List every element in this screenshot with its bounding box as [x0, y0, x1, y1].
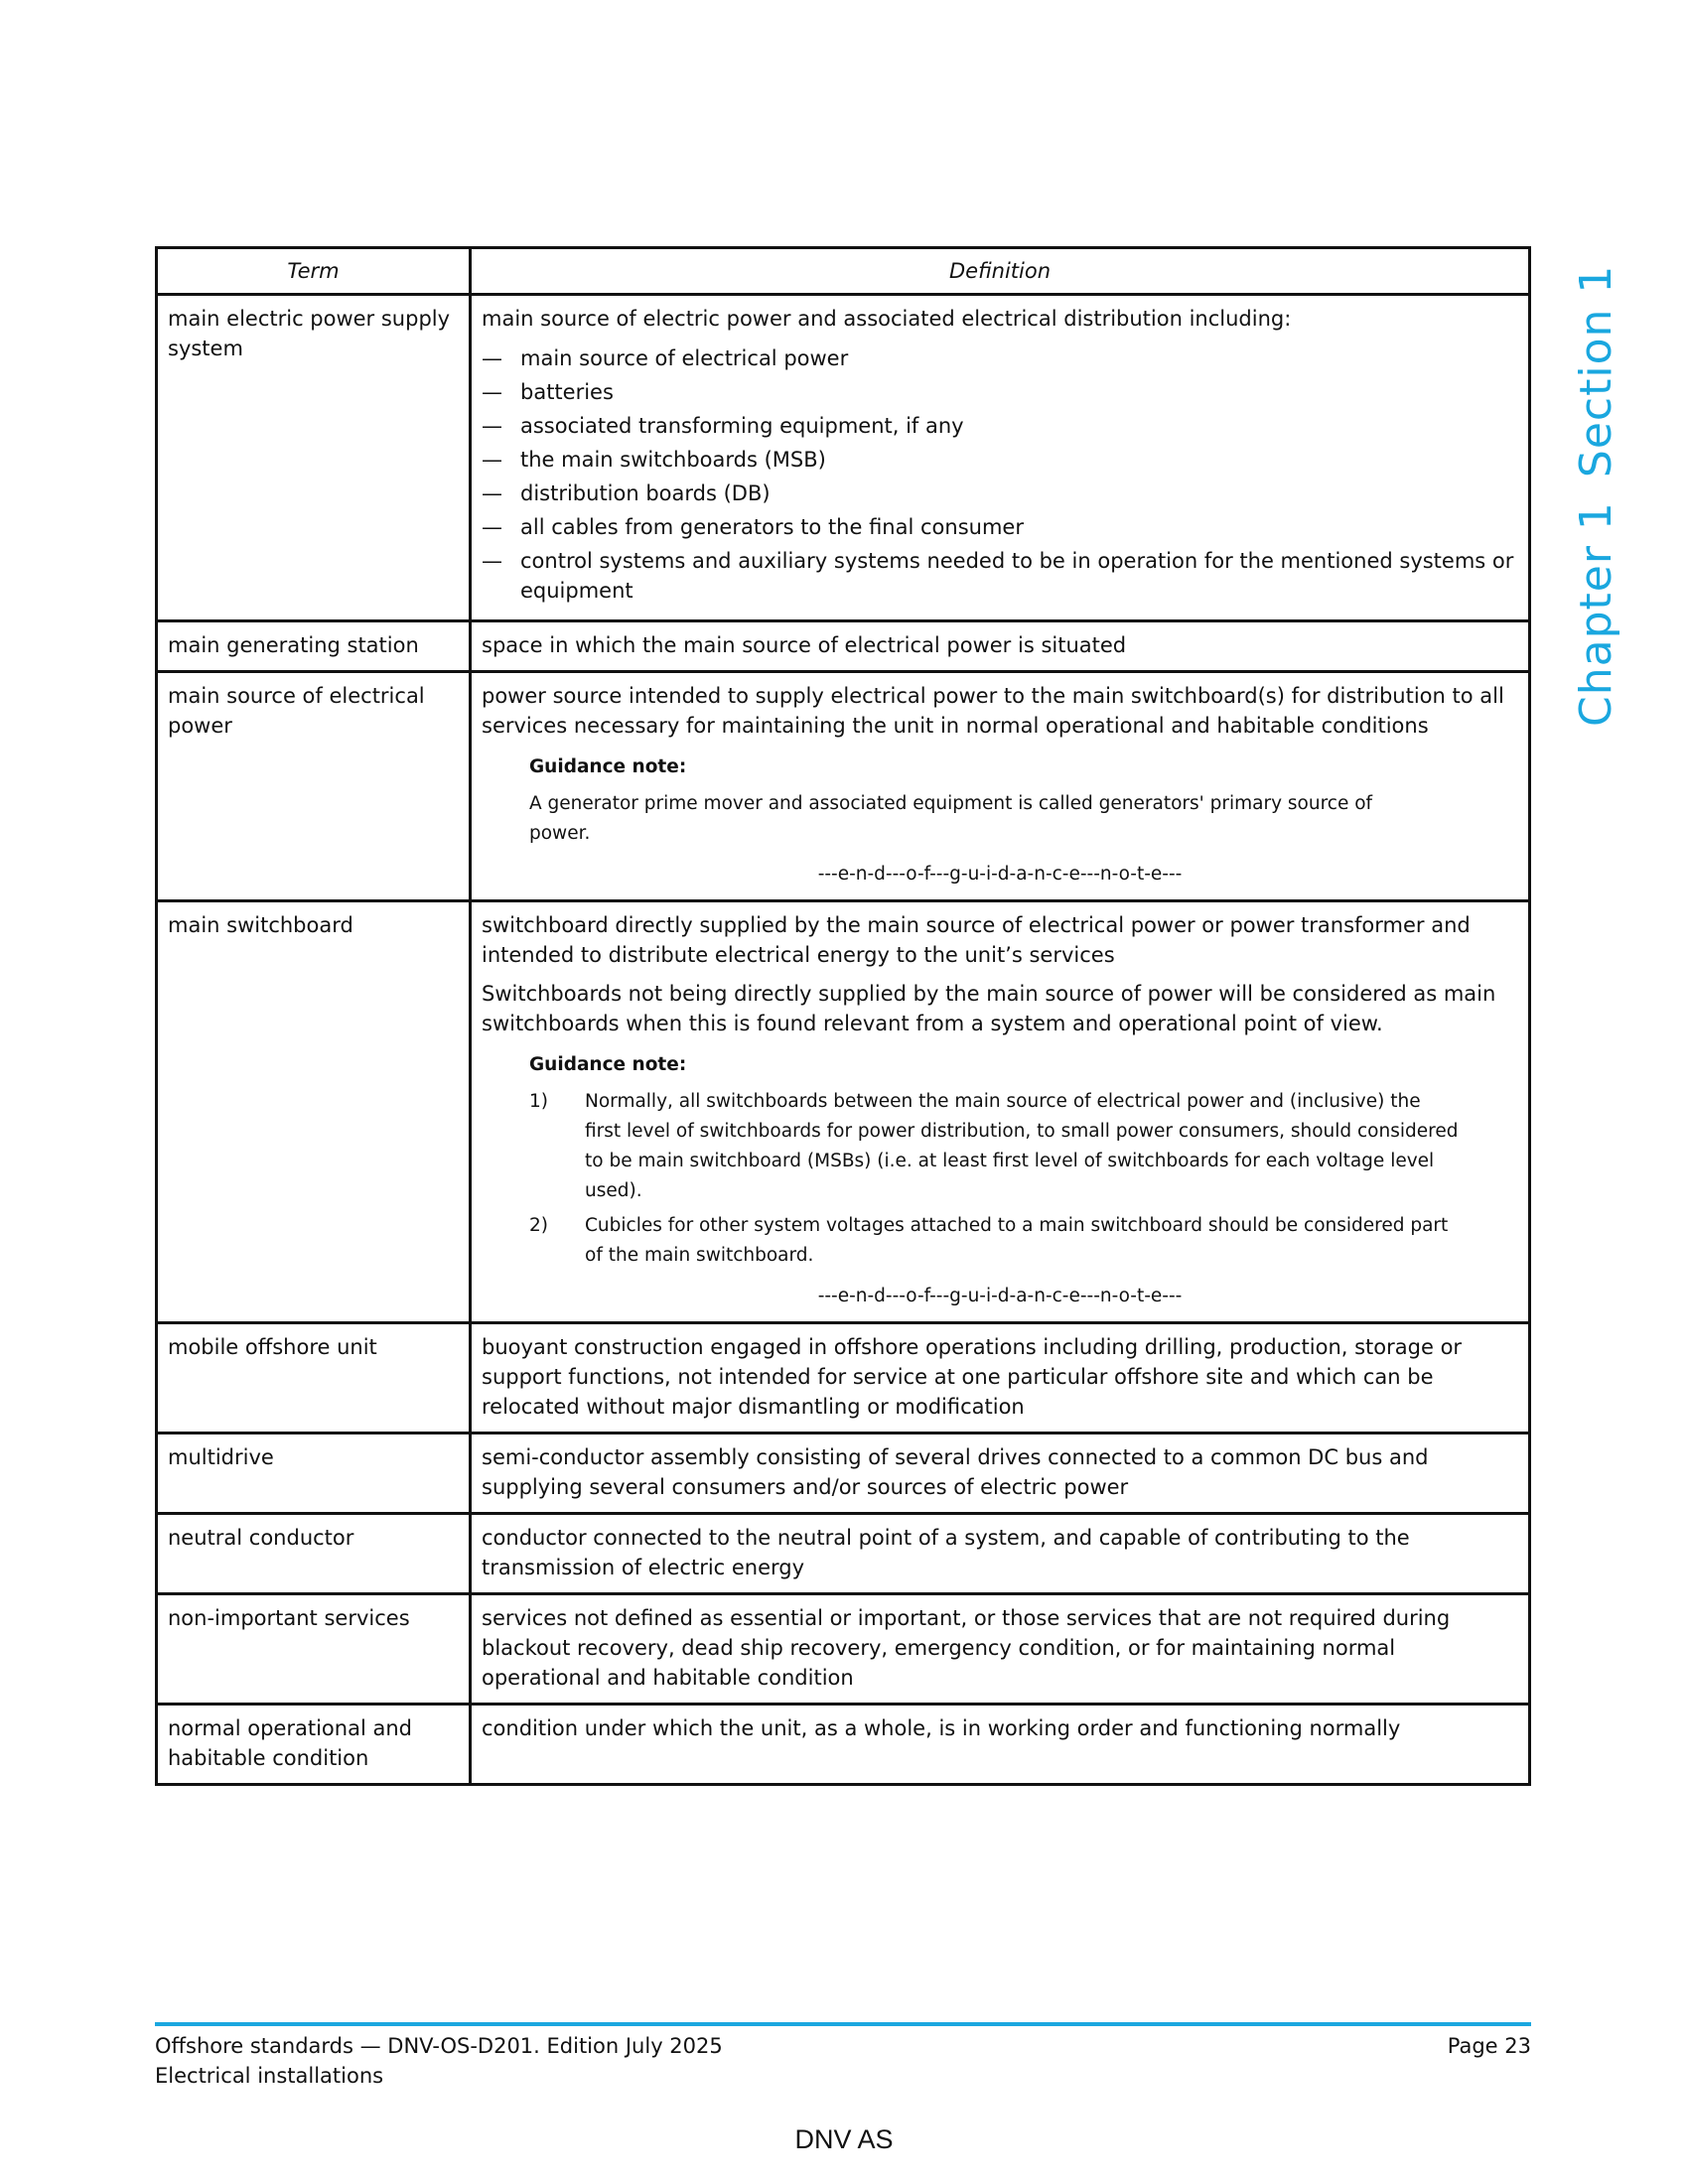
header-term: Term [157, 248, 471, 295]
definition-text: main source of electric power and associated electrical distribution including: [482, 307, 1292, 331]
table-row [157, 621, 1530, 672]
list-item: — all cables from generators to the final consumer [482, 512, 1518, 542]
chapter-label: Chapter 1 [1571, 501, 1621, 727]
definition-cell: semi-conductor assembly consisting of several drives connected to a common DC bus and supplying several consumers and/or sources of electric power [471, 1433, 1530, 1514]
term-cell: normal operational and habitable condition [157, 1705, 471, 1785]
guidance-item [529, 1211, 1459, 1271]
term-cell: main electric power supply system [157, 295, 471, 621]
term-cell: main source of electrical power [157, 672, 471, 901]
table-row [157, 1594, 1530, 1705]
definition-text-secondary: Switchboards not being directly supplied by the main source of power will be considered as main switchboards when this is found relevant from a system and operational point of view. [482, 982, 1496, 1035]
footer-standard-title: Offshore standards — DNV-OS-D201. Edition July 2025 [155, 2034, 723, 2058]
term-cell: mobile offshore unit [157, 1323, 471, 1433]
list-item: — distribution boards (DB) [482, 478, 1518, 508]
guidance-note [482, 752, 1518, 889]
definitions-table [155, 246, 1531, 1786]
definition-cell [471, 295, 1530, 621]
guidance-note-text: A generator prime mover and associated equipment is called generators' primary source of power. [529, 793, 1373, 844]
table-row [157, 295, 1530, 621]
table-header-row [157, 248, 1530, 295]
definition-text: power source intended to supply electrical power to the main switchboard(s) for distribution to all services necessary for maintaining the unit in normal operational and habitable conditions [482, 684, 1504, 738]
definition-cell: services not defined as essential or important, or those services that are not required during blackout recovery, dead ship recovery, emergency condition, or for maintaining normal operational and habitable condition [471, 1594, 1530, 1705]
section-label: Section 1 [1571, 264, 1621, 478]
term-cell: main generating station [157, 621, 471, 672]
term-cell: non-important services [157, 1594, 471, 1705]
guidance-note-end: ---e-n-d---o-f---g-u-i-d-a-n-c-e---n-o-t-e--- [817, 864, 1183, 885]
guidance-note-title: Guidance note: [529, 756, 687, 777]
footer-divider [155, 2022, 1531, 2026]
list-item: — the main switchboards (MSB) [482, 445, 1518, 475]
definition-cell: condition under which the unit, as a whole, is in working order and functioning normally [471, 1705, 1530, 1785]
page-number: Page 23 [1447, 2034, 1531, 2058]
guidance-note-list [529, 1087, 1459, 1271]
definition-cell [471, 901, 1530, 1323]
definition-text: switchboard directly supplied by the main source of electrical power or power transformer and intended to distribute electrical energy to the unit’s services [482, 913, 1471, 967]
footer-subtitle: Electrical installations [155, 2064, 384, 2088]
list-item: — associated transforming equipment, if any [482, 411, 1518, 441]
definition-list [482, 343, 1518, 606]
footer-document-info [155, 2031, 723, 2091]
guidance-note-title: Guidance note: [529, 1054, 687, 1075]
header-definition: Definition [471, 248, 1530, 295]
guidance-note-end: ---e-n-d---o-f---g-u-i-d-a-n-c-e---n-o-t-e--- [817, 1286, 1183, 1306]
definition-cell [471, 672, 1530, 901]
list-item: — control systems and auxiliary systems needed to be in operation for the mentioned systems or equipment [482, 546, 1518, 606]
term-cell: neutral conductor [157, 1514, 471, 1594]
guidance-item-number: 2) [529, 1215, 548, 1236]
guidance-item-text: Normally, all switchboards between the main source of electrical power and (inclusive) the first level of switchboards for power distribution, to small power consumers, should considered to be main switchboard (MSBs) (i.e. at least first level of switchboards for each voltage level used). [585, 1091, 1459, 1201]
table-row [157, 1323, 1530, 1433]
definition-cell: buoyant construction engaged in offshore operations including drilling, production, storage or support functions, not intended for service at one particular offshore site and which can be relocated without major dismantling or modification [471, 1323, 1530, 1433]
guidance-item [529, 1087, 1459, 1206]
list-item: — main source of electrical power [482, 343, 1518, 373]
footer-company: DNV AS [794, 2124, 894, 2154]
term-cell: multidrive [157, 1433, 471, 1514]
table-row [157, 672, 1530, 901]
guidance-note [482, 1050, 1518, 1311]
definition-cell: conductor connected to the neutral point of a system, and capable of contributing to the transmission of electric energy [471, 1514, 1530, 1594]
guidance-item-text: Cubicles for other system voltages attached to a main switchboard should be considered part of the main switchboard. [585, 1215, 1449, 1266]
chapter-section-label [1571, 265, 1621, 727]
list-item: — batteries [482, 377, 1518, 407]
table-row [157, 901, 1530, 1323]
term-cell: main switchboard [157, 901, 471, 1323]
guidance-item-number: 1) [529, 1091, 548, 1112]
table-row [157, 1433, 1530, 1514]
table-row [157, 1705, 1530, 1785]
definition-cell: space in which the main source of electrical power is situated [471, 621, 1530, 672]
table-row [157, 1514, 1530, 1594]
